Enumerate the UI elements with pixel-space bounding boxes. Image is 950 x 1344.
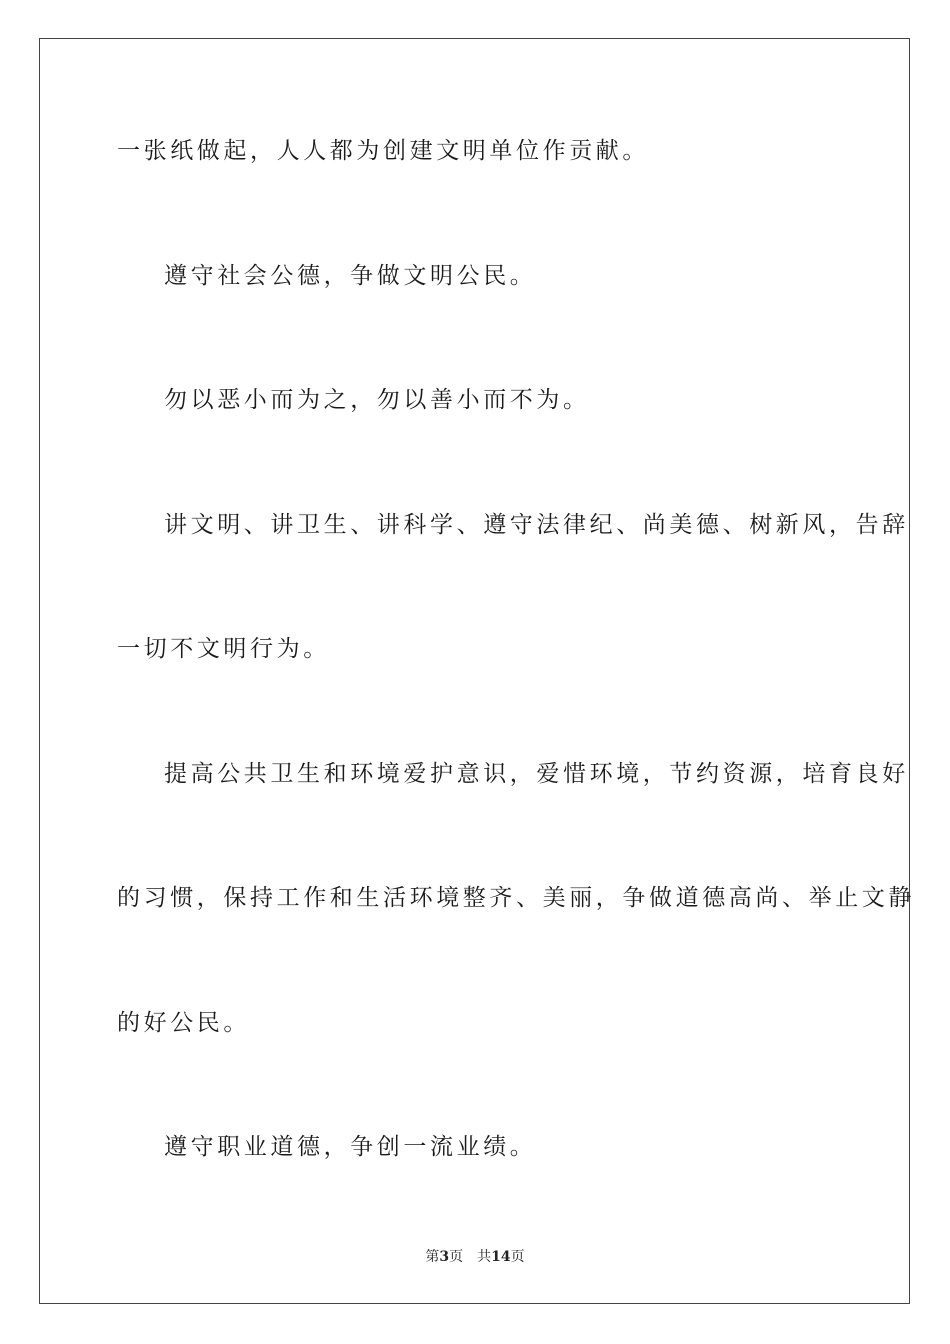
paragraph-line: 遵守社会公德，争做文明公民。 bbox=[164, 263, 537, 289]
page-suffix: 页 bbox=[449, 1249, 464, 1265]
page-border bbox=[39, 38, 915, 1304]
page-footer bbox=[0, 1247, 950, 1267]
paragraph-line: 提高公共卫生和环境爱护意识，爱惜环境，节约资源，培育良好 bbox=[164, 761, 909, 787]
paragraph-line: 讲文明、讲卫生、讲科学、遵守法律纪、尚美德、树新风，告辞 bbox=[164, 512, 909, 538]
paragraph-line: 勿以恶小而为之，勿以善小而不为。 bbox=[164, 387, 590, 413]
paragraph-line: 的习惯，保持工作和生活环境整齐、美丽，争做道德高尚、举止文静 bbox=[117, 885, 915, 911]
page-prefix: 第 bbox=[425, 1249, 440, 1265]
paragraph-line: 一张纸做起，人人都为创建文明单位作贡献。 bbox=[117, 138, 649, 164]
paragraph-line: 一切不文明行为。 bbox=[117, 636, 330, 662]
paragraph-line: 的好公民。 bbox=[117, 1010, 250, 1036]
paragraph-line: 遵守职业道德，争创一流业绩。 bbox=[164, 1134, 537, 1160]
page-number: 3 bbox=[439, 1249, 450, 1265]
total-suffix: 页 bbox=[510, 1249, 525, 1265]
total-pages: 14 bbox=[491, 1249, 511, 1265]
total-prefix: 共 bbox=[477, 1249, 492, 1265]
